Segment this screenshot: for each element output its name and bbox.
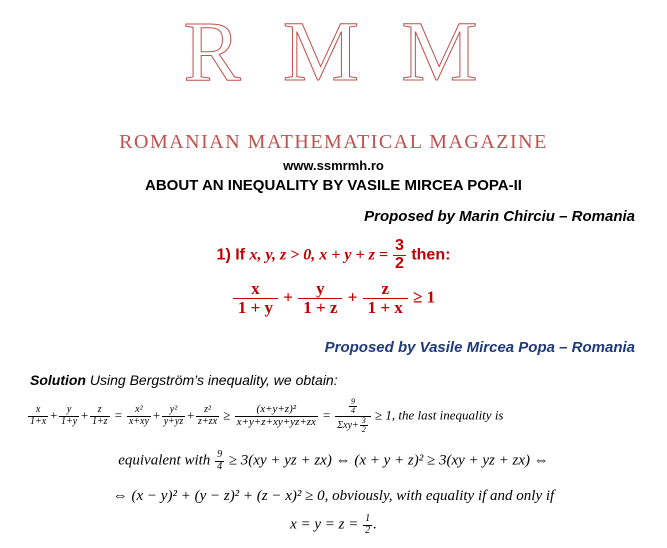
chain-c [235, 404, 318, 428]
inequality-rhs: ≥ 1 [413, 287, 436, 307]
proposer-chirciu: Proposed by Marin Chirciu – Romania [364, 208, 635, 225]
chain-b1-num: x² [127, 405, 151, 417]
chain-a2-den: 1+y [60, 415, 78, 427]
solution-heading [30, 372, 338, 388]
solution-line-2 [0, 450, 667, 472]
term-1 [233, 280, 278, 317]
logo-letter-m2: M [401, 3, 484, 99]
chain-b3-den: z+zx [198, 415, 218, 427]
chain-d-dn: 3 [361, 415, 366, 425]
line4-frac-num: 1 [365, 513, 371, 524]
term-2-num: y [298, 280, 342, 299]
chain-d-den-frac [360, 417, 368, 435]
chain-eq-1: = [113, 407, 123, 423]
chain-eq-2: = [322, 407, 331, 423]
chain-a3-num: z [90, 405, 110, 417]
logo-letter-m1: M [282, 3, 366, 99]
chain-a2 [59, 405, 79, 427]
magazine-name: ROMANIAN MATHEMATICAL MAGAZINE [119, 131, 548, 153]
chain-d-nn: 9 [350, 397, 355, 406]
chain-b3 [196, 405, 219, 427]
chain-b1 [127, 405, 151, 427]
problem-then: then: [411, 246, 451, 264]
term-3 [363, 280, 408, 317]
problem-intro: 1) If [216, 246, 250, 264]
solution-label: Solution [30, 372, 86, 388]
chain-d [335, 398, 371, 435]
website-link[interactable]: www.ssmrmh.ro [283, 158, 384, 173]
chain-d-dd: 2 [361, 425, 366, 435]
logo-letter-r: R [183, 3, 247, 99]
chain-b3-num: z² [196, 405, 219, 417]
cond-den: 2 [394, 254, 404, 272]
line4-pre: x = y = z = [290, 516, 363, 533]
term-1-den: 1 + y [237, 297, 274, 317]
line4-frac [363, 514, 372, 536]
chain-b2 [162, 405, 186, 427]
article-title: ABOUT AN INEQUALITY BY VASILE MIRCEA POPA-II [145, 177, 522, 194]
line2-post: ≥ 3(xy + yz + zx) ⇔ (x + y + z)² ≥ 3(xy + yz + zx) ⇔ [225, 452, 549, 469]
term-2-den: 1 + z [303, 297, 338, 317]
term-3-num: z [363, 280, 408, 299]
solution-intro: Using Bergström’s inequality, we obtain: [86, 372, 338, 388]
line2-frac [215, 450, 224, 472]
chain-c-num: (x+y+z)² [235, 404, 318, 417]
proposer-popa: Proposed by Vasile Mircea Popa – Romania [324, 339, 635, 356]
line2-frac-den: 4 [217, 460, 223, 472]
term-1-num: x [233, 280, 278, 299]
chain-a1 [28, 405, 48, 427]
main-inequality [0, 280, 667, 317]
cond-num: 3 [394, 237, 404, 254]
chain-b1-den: x+xy [128, 415, 149, 427]
line2-frac-num: 9 [217, 449, 223, 460]
term-2 [298, 280, 342, 317]
chain-a1-den: 1+x [30, 415, 47, 427]
chain-a3-den: 1+z [91, 415, 108, 427]
chain-a1-num: x [28, 405, 48, 417]
chain-a2-num: y [59, 405, 79, 417]
chain-d-num-frac [349, 398, 357, 416]
plus-2: + [347, 287, 358, 307]
chain-d-nd: 4 [350, 406, 355, 416]
chain-a3 [90, 405, 110, 427]
line4-post: . [373, 516, 377, 533]
problem-statement [0, 238, 667, 273]
solution-line-4 [0, 514, 667, 536]
problem-condition: x, y, z > 0, x + y + z = [249, 246, 392, 264]
line2-pre: equivalent with [118, 452, 215, 469]
chain-b2-num: y² [162, 405, 186, 417]
chain-b2-den: y+yz [163, 415, 184, 427]
chain-d-den [335, 417, 371, 435]
chain-tail: ≥ 1, the last inequality is [375, 407, 504, 423]
chain-geq: ≥ [223, 407, 231, 423]
term-3-den: 1 + x [367, 297, 403, 317]
line4-frac-den: 2 [365, 524, 371, 536]
solution-chain: $\frac{x}{1+x}$ + $\frac{y}{1+y}$ + $\frac{z}{1+z}$ = $\frac{\text{x²}}{x+xy}$ + $\frac{\text{y²}}{y+yz}$ + $\frac{\text{z²}}{z+zx}$ ≥ $\frac{\text{(x+y+z)²}}{x+y+z+xy+yz+zx}$ = $\frac{9}{4}$ Σxy+ $\frac{3}{2}$ ≥ 1, the last inequality is [30, 397, 504, 435]
plus-1: + [283, 287, 293, 307]
rmm-logo [0, 3, 667, 99]
chain-d-den-pre: Σxy+ [337, 419, 359, 431]
chain-d-num [335, 398, 371, 417]
condition-fraction [393, 238, 406, 273]
chain-c-den: x+y+z+xy+yz+zx [236, 415, 316, 428]
solution-line-3: ⇔ (x − y)² + (y − z)² + (z − x)² ≥ 0, obviously, with equality if and only if [112, 488, 555, 504]
